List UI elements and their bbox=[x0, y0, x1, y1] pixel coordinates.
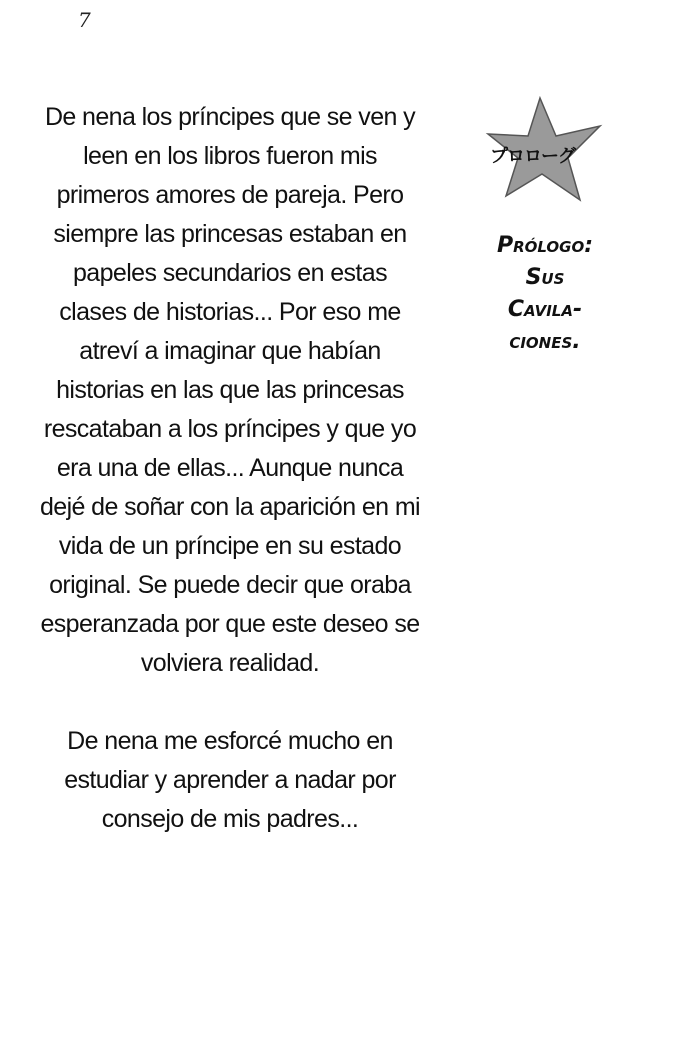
text-line: dejé de soñar con la aparición en mi bbox=[39, 493, 421, 521]
text-line: primeros amores de pareja. Pero bbox=[56, 181, 404, 209]
chapter-title-line: ciones. bbox=[509, 329, 581, 354]
text-line: historias en las que las princesas bbox=[56, 376, 404, 404]
text-line: leen en los libros fueron mis bbox=[83, 142, 377, 170]
paragraph-2 bbox=[30, 722, 430, 839]
text-line: esperanzada por que este deseo se bbox=[40, 610, 420, 638]
text-line: estudiar y aprender a nadar por bbox=[64, 766, 396, 794]
text-line: clases de historias... Por eso me bbox=[59, 298, 401, 326]
text-line: original. Se puede decir que oraba bbox=[49, 571, 411, 599]
page-number: 7 bbox=[78, 8, 91, 32]
chapter-title-line: Cavila- bbox=[507, 297, 583, 322]
paragraph-1 bbox=[30, 98, 430, 683]
text-line: rescataban a los príncipes y que yo bbox=[43, 415, 417, 443]
text-line: papeles secundarios en estas bbox=[73, 259, 387, 287]
chapter-title-line: Prólogo: bbox=[496, 233, 594, 258]
text-line: era una de ellas... Aunque nunca bbox=[56, 454, 404, 482]
text-line: siempre las princesas estaban en bbox=[53, 220, 407, 248]
text-line: De nena los príncipes que se ven y bbox=[44, 103, 416, 131]
chapter-title-line: Sus bbox=[525, 265, 565, 290]
paragraph-spacer bbox=[30, 683, 430, 722]
text-line: De nena me esforcé mucho en bbox=[67, 727, 393, 755]
text-line: vida de un príncipe en su estado bbox=[58, 532, 402, 560]
text-line: volviera realidad. bbox=[140, 649, 320, 677]
chapter-title bbox=[470, 230, 620, 358]
chapter-japanese-label: プロローグ bbox=[490, 146, 575, 167]
text-line: atreví a imaginar que habían bbox=[79, 337, 381, 365]
text-line: consejo de mis padres... bbox=[101, 805, 359, 833]
main-text-column bbox=[30, 98, 430, 839]
